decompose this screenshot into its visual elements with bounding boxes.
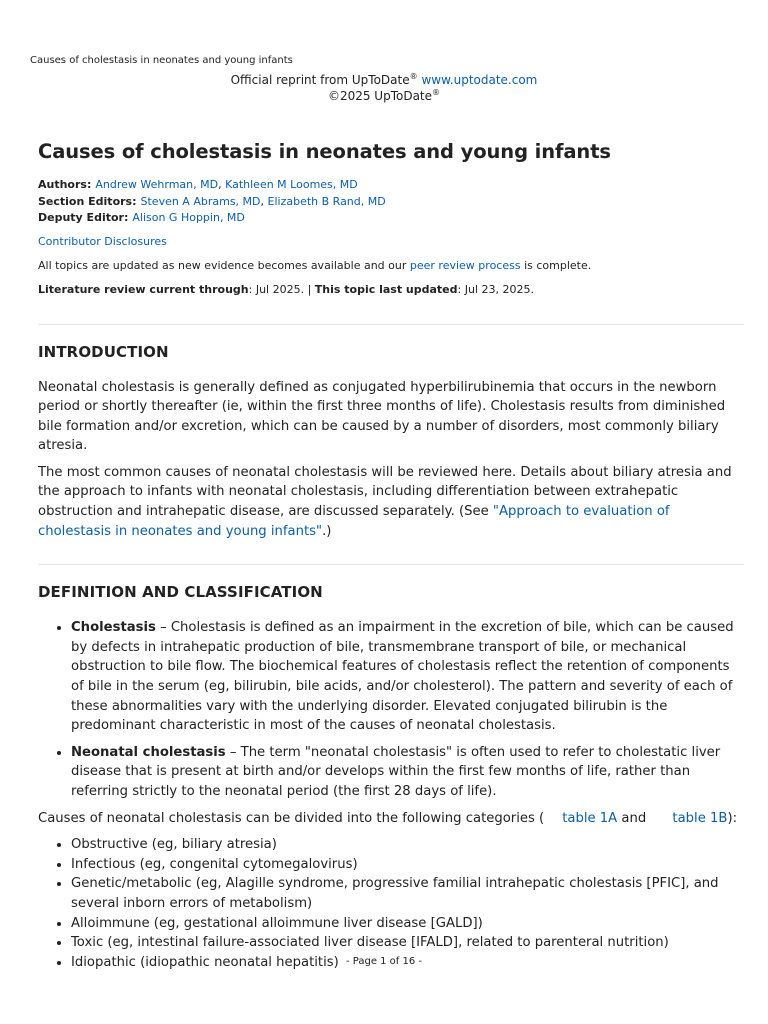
- definition-term: Cholestasis: [71, 620, 156, 636]
- registered-mark-2: ®: [432, 88, 441, 97]
- section-editor-link-1[interactable]: Steven A Abrams, MD: [140, 194, 261, 208]
- definition-text: – Cholestasis is defined as an impairment in the excretion of bile, which can be caused by defects in intrahepatic production of bile, transmembrane transport of bile, or mechanical obstruction to bile flow. The biochemical features of cholestasis reflect the retention of components of bile in the serum (eg, bilirubin, bile acids, and/or cholesterol). The pattern and severity of each of these abnormalities vary with the underlying disorder. Elevated conjugated bilirubin is the predominant characteristic in most of the causes of neonatal cholestasis.: [71, 620, 734, 734]
- definition-term: Neonatal cholestasis: [71, 744, 226, 760]
- section-editors-line: Section Editors: Steven A Abrams, MD, Elizabeth B Rand, MD: [38, 194, 386, 208]
- article-title: Causes of cholestasis in neonates and young infants: [38, 140, 611, 163]
- literature-review-label: Literature review current through: [38, 282, 249, 296]
- definition-heading: DEFINITION AND CLASSIFICATION: [38, 583, 323, 602]
- reprint-notice: [0, 72, 768, 104]
- running-head: Causes of cholestasis in neonates and young infants: [30, 55, 293, 66]
- update-note-text: All topics are updated as new evidence becomes available and our: [38, 258, 410, 272]
- intro-paragraph-2-text: The most common causes of neonatal cholestasis will be reviewed here. Details about biliary atresia and the approach to infants with neonatal cholestasis, including differentiation between extrahepatic obstruction and intrahepatic disease, are discussed separately. (See: [38, 464, 732, 520]
- table-1a-link[interactable]: table 1A: [562, 810, 618, 826]
- reprint-prefix: Official reprint from UpToDate: [230, 73, 410, 87]
- uptodate-url-link[interactable]: www.uptodate.com: [421, 73, 538, 87]
- list-item: • Obstructive (eg, biliary atresia): [71, 835, 744, 855]
- author-link-1[interactable]: Andrew Wehrman, MD: [95, 178, 219, 191]
- list-item: • Toxic (eg, intestinal failure-associated liver disease [IFALD], related to parenteral nutrition): [71, 933, 744, 953]
- literature-review-value: : Jul 2025. |: [248, 282, 315, 296]
- definition-item-neonatal-cholestasis: [71, 743, 744, 802]
- divider: [38, 324, 744, 325]
- section-editor-link-2[interactable]: Elizabeth B Rand, MD: [267, 194, 386, 208]
- intro-paragraph-2: [38, 463, 744, 541]
- definition-text: – The term "neonatal cholestasis" is often used to refer to cholestatic liver disease that is present at birth and/or develops within the first few months of life, rather than referring strictly to the neonatal period (the first 28 days of life).: [71, 744, 721, 799]
- categories-list: [38, 835, 744, 972]
- and-text: and: [617, 810, 651, 826]
- section-editors-label: Section Editors:: [38, 194, 137, 208]
- peer-review-link[interactable]: peer review process: [409, 258, 521, 272]
- last-updated-value: : Jul 23, 2025.: [457, 282, 534, 296]
- list-item: • Genetic/metabolic (eg, Alagille syndrome, progressive familial intrahepatic cholestasis [PFIC], and several inborn errors of metabolism): [71, 874, 744, 913]
- intro-paragraph-2-end: .): [322, 523, 332, 539]
- definition-item-cholestasis: [71, 618, 744, 736]
- authors-label: Authors:: [38, 178, 92, 191]
- literature-review-line: [38, 282, 744, 298]
- last-updated-label: This topic last updated: [314, 282, 458, 296]
- article-content: [38, 140, 744, 972]
- list-item: • Infectious (eg, congenital cytomegalovirus): [71, 855, 744, 875]
- table-1b-link[interactable]: table 1B: [672, 810, 728, 826]
- categories-intro: [38, 809, 744, 829]
- categories-intro-suffix: ):: [727, 810, 738, 826]
- authors-line: Authors: Andrew Wehrman, MD, Kathleen M Loomes, MD: [38, 178, 358, 191]
- reprint-line-1: [0, 72, 768, 88]
- author-link-2[interactable]: Kathleen M Loomes, MD: [225, 178, 358, 191]
- definition-list: [38, 618, 744, 801]
- update-note: [38, 258, 744, 274]
- contributor-disclosures-link[interactable]: Contributor Disclosures: [38, 234, 167, 248]
- deputy-editor-link[interactable]: Alison G Hoppin, MD: [132, 211, 245, 224]
- update-note-suffix: is complete.: [520, 258, 592, 272]
- categories-intro-text: Causes of neonatal cholestasis can be divided into the following categories (: [38, 810, 545, 826]
- page-number: - Page 1 of 16 -: [345, 956, 423, 967]
- list-item: • Idiopathic (idiopathic neonatal hepatitis): [71, 953, 744, 973]
- deputy-editor-line: [38, 210, 744, 227]
- intro-paragraph-1: Neonatal cholestasis is generally defined as conjugated hyperbilirubinemia that occurs in the newborn period or shortly thereafter (ie, within the first three months of life). Cholestasis results from diminished bile formation and/or excretion, which can be caused by a number of disorders, most commonly biliary atresia.: [38, 379, 726, 454]
- list-item: • Alloimmune (eg, gestational alloimmune liver disease [GALD]): [71, 914, 744, 934]
- introduction-heading: INTRODUCTION: [38, 342, 169, 361]
- copyright-text: ©2025 UpToDate: [327, 89, 433, 103]
- approach-evaluation-link[interactable]: "Approach to evaluation of cholestasis in neonates and young infants": [38, 504, 670, 539]
- divider-2: [38, 564, 744, 565]
- deputy-editor-label: Deputy Editor:: [38, 211, 129, 224]
- reprint-line-2: [0, 88, 768, 104]
- registered-mark: ®: [409, 72, 418, 81]
